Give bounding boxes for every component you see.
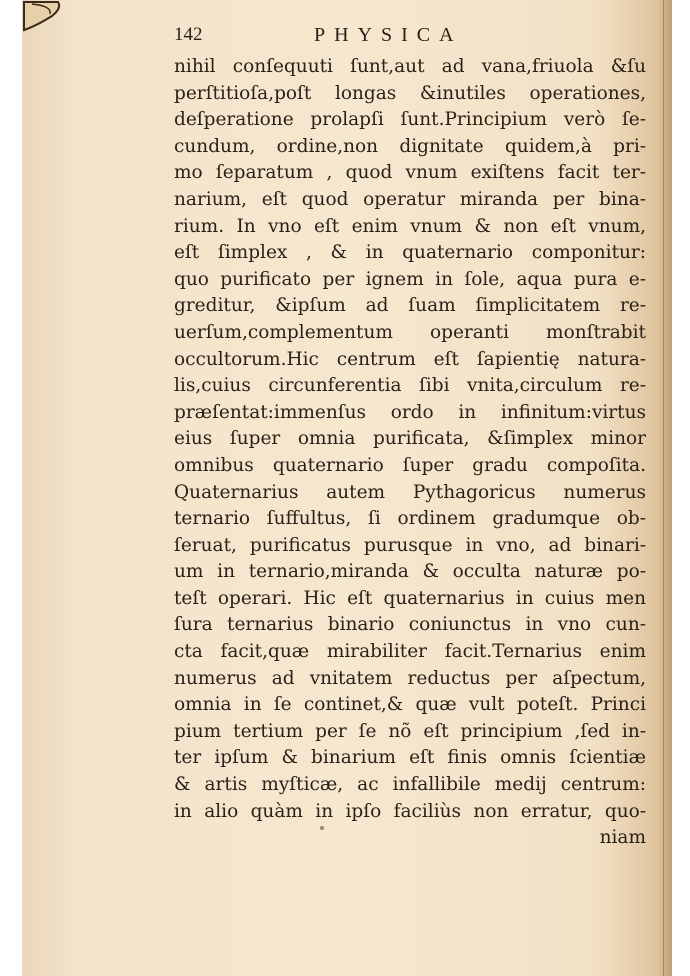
text-line: pium tertium per ſe nõ eſt principium ,ſed in-: [174, 720, 646, 742]
book-page: [22, 0, 672, 976]
text-line: perſtitioſa,poſt longas &inutiles operationes,: [174, 82, 646, 104]
text-line: quo purificato per ignem in ſole, aqua pura e-: [174, 268, 646, 290]
text-line: in alio quàm in ipſo faciliùs non erratur, quo-: [174, 800, 646, 822]
text-line: præſentat:immenſus ordo in infinitum:virtus: [174, 401, 646, 423]
text-line: ſeruat, purificatus purusque in vno, ad binari-: [174, 534, 646, 556]
text-line: occultorum.Hic centrum eſt ſapientię natura-: [174, 348, 646, 370]
text-line: rium. In vno eſt enim vnum & non eſt vnum,: [174, 215, 646, 237]
catchword: niam: [599, 827, 646, 849]
page-gutter-shadow: [658, 0, 672, 976]
text-line: Quaternarius autem Pythagoricus numerus: [174, 481, 646, 503]
text-line: deſperatione prolapſi ſunt.Principium verò ſe-: [174, 109, 646, 131]
text-line: nihil conſequuti ſunt,aut ad vana,friuola &ſu: [174, 56, 646, 77]
text-line: narium, eſt quod operatur miranda per bina-: [174, 188, 646, 210]
running-head: PHYSICA: [314, 24, 463, 46]
text-line: & artis myſticæ, ac infallibile medij centrum:: [174, 774, 646, 796]
page-number: 142: [174, 24, 203, 45]
text-line: mo ſeparatum , quod vnum exiſtens facit ter-: [174, 162, 646, 184]
text-line: greditur, &ipſum ad ſuam ſimplicitatem re-: [174, 295, 646, 317]
text-line: ter ipſum & binarium eſt finis omnis ſcientiæ: [174, 747, 646, 769]
text-line: ternario ſuffultus, ſi ordinem gradumque ob-: [174, 508, 646, 530]
text-line: omnibus quaternario ſuper gradu compoſita.: [174, 454, 646, 476]
text-line: cta facit,quæ mirabiliter facit.Ternarius enim: [174, 641, 646, 663]
text-line: um in ternario,miranda & occulta naturæ po-: [174, 561, 646, 583]
text-line: teſt operari. Hic eſt quaternarius in cuius men: [174, 587, 646, 609]
page-edge: [663, 0, 664, 976]
body-text: [174, 54, 646, 852]
text-line: omnia in ſe continet,& quæ vult poteſt. Princi: [174, 694, 646, 716]
page-header: [22, 21, 672, 51]
text-line: cundum, ordine,non dignitate quidem,à pri-: [174, 135, 646, 157]
text-line: numerus ad vnitatem reductus per aſpectum,: [174, 667, 646, 689]
text-line: eius ſuper omnia purificata, &ſimplex minor: [174, 428, 646, 450]
text-line: ſura ternarius binario coniunctus in vno cun-: [174, 614, 646, 636]
text-line: eſt ſimplex , & in quaternario componitur:: [174, 242, 646, 264]
ink-speck: [320, 826, 324, 830]
text-line: lis,cuius circunferentia ſibi vnita,circulum re-: [174, 375, 646, 397]
text-line: uerſum,complementum operanti monſtrabit: [174, 321, 646, 343]
